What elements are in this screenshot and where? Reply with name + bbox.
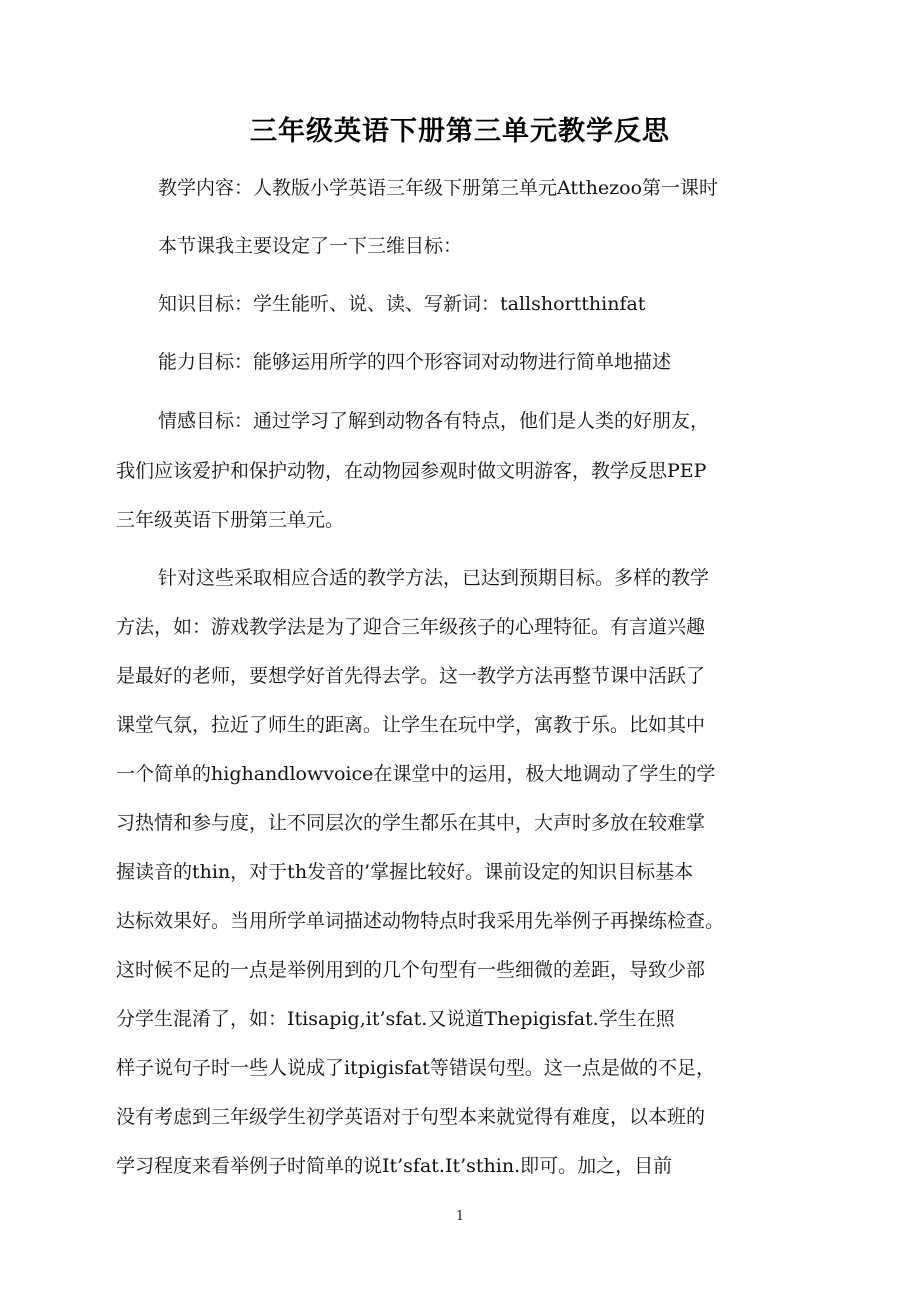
document-title: 三年级英语下册第三单元教学反思 — [250, 116, 670, 147]
paragraph-line: 分学生混淆了，如：Itisapig,it’sfat.又说道Thepigisfat.学生在照 — [116, 1008, 675, 1030]
paragraph-line: 样子说句子时一些人说成了itpigisfat等错误句型。这一点是做的不足， — [116, 1057, 715, 1079]
paragraph-line: 能力目标：能够运用所学的四个形容词对动物进行简单地描述 — [158, 351, 672, 373]
paragraph-line: 方法，如：游戏教学法是为了迎合三年级孩子的心理特征。有言道兴趣 — [116, 616, 706, 638]
paragraph-line: 没有考虑到三年级学生初学英语对于句型本来就觉得有难度，以本班的 — [116, 1106, 706, 1128]
paragraph-line: 三年级英语下册第三单元。 — [116, 509, 345, 531]
paragraph-line: 学习程度来看举例子时简单的说It’sfat.It’sthin.即可。加之，目前 — [116, 1155, 673, 1177]
paragraph-line: 本节课我主要设定了一下三维目标： — [158, 235, 463, 257]
paragraph-line: 是最好的老师，要想学好首先得去学。这一教学方法再整节课中活跃了 — [116, 665, 706, 687]
paragraph-line: 一个简单的highandlowvoice在课堂中的运用，极大地调动了学生的学 — [116, 763, 716, 785]
paragraph-line: 我们应该爱护和保护动物，在动物园参观时做文明游客，教学反思PEP — [116, 460, 707, 482]
paragraph-line: 习热情和参与度，让不同层次的学生都乐在其中，大声时多放在较难掌 — [116, 812, 706, 834]
paragraph-line: 达标效果好。当用所学单词描述动物特点时我采用先举例子再操练检查。 — [116, 910, 725, 932]
paragraph-line: 握读音的thin，对于th发音的’掌握比较好。课前设定的知识目标基本 — [116, 861, 694, 883]
paragraph-line: 这时候不足的一点是举例用到的几个句型有一些细微的差距，导致少部 — [116, 959, 706, 981]
paragraph-line: 教学内容：人教版小学英语三年级下册第三单元Atthezoo第一课时 — [158, 177, 719, 199]
paragraph-line: 情感目标：通过学习了解到动物各有特点，他们是人类的好朋友， — [158, 410, 710, 432]
page-number: 1 — [455, 1209, 465, 1224]
paragraph-line: 课堂气氛，拉近了师生的距离。让学生在玩中学，寓教于乐。比如其中 — [116, 714, 706, 736]
paragraph-line: 针对这些采取相应合适的教学方法，已达到预期目标。多样的教学 — [158, 567, 710, 589]
paragraph-line: 知识目标：学生能听、说、读、写新词：tallshortthinfat — [158, 293, 646, 315]
